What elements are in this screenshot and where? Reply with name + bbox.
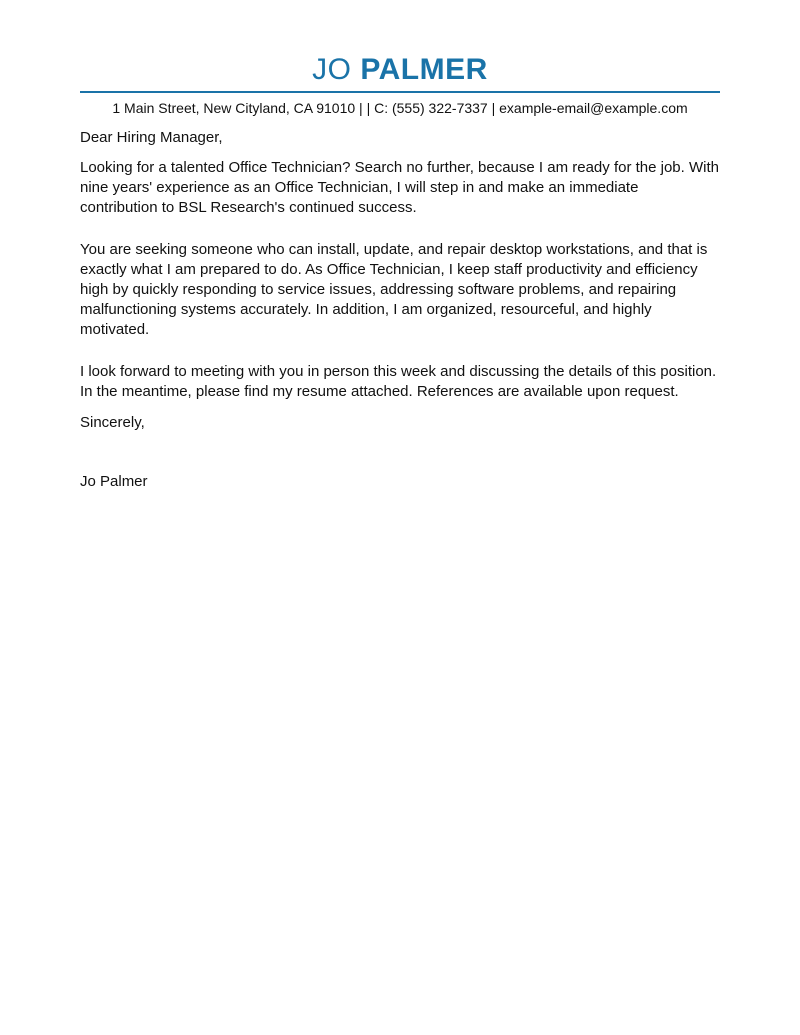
applicant-last-name: PALMER [360,53,488,86]
paragraph-closing: I look forward to meeting with you in person this week and discussing the details of this position. In the meantime, please find my resume attached. References are available upon request. [80,363,717,400]
contact-line: 1 Main Street, New Cityland, CA 91010 | | C: (555) 322-7337 | example-email@example.com [112,100,688,116]
letter-body [80,128,720,492]
paragraph-qualifications: You are seeking someone who can install, update, and repair desktop workstations, and that is exactly what I am prepared to do. As Office Technician, I keep staff productivity and efficiency high by quickly responding to service issues, addressing software problems, and repairing malfunctioning systems accurately. In addition, I am organized, resourceful, and highly motivated. [80,241,708,338]
paragraph-intro: Looking for a talented Office Technician? Search no further, because I am ready for the job. With nine years' experience as an Office Technician, I will step in and make an immediate contribution to BSL Research's continued success. [80,159,719,216]
closing-phrase: Sincerely, [80,414,145,431]
applicant-name-header [80,52,720,88]
salutation: Dear Hiring Manager, [80,129,223,146]
header-divider [80,91,720,93]
applicant-first-name: JO [312,53,352,86]
signature-name: Jo Palmer [80,473,148,490]
